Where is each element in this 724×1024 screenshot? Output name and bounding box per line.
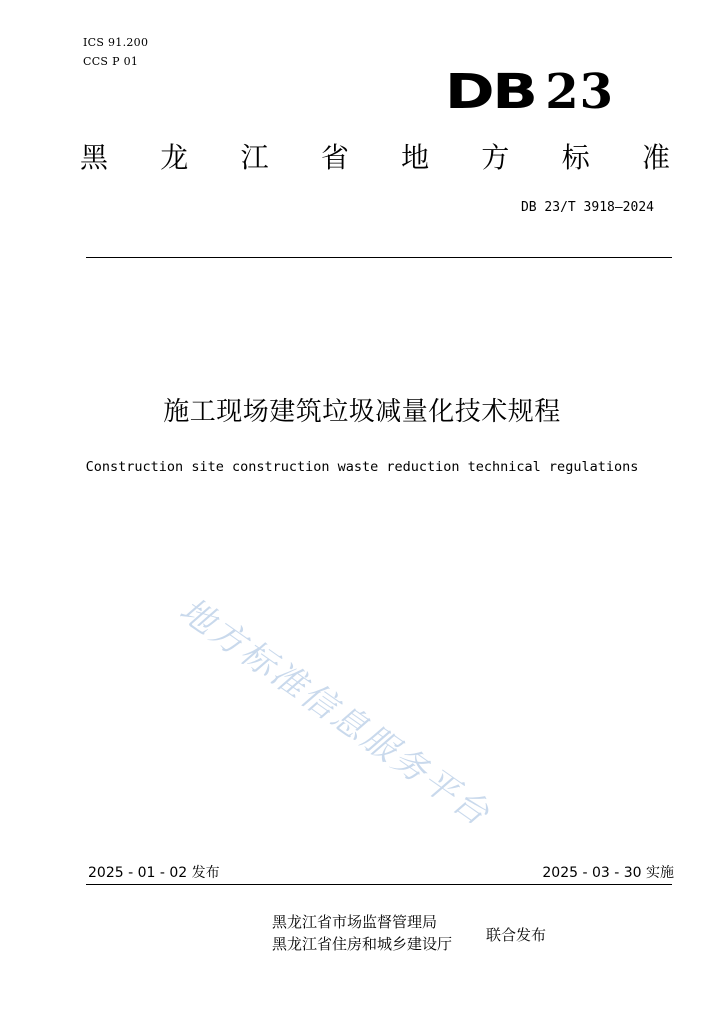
issuing-authorities <box>272 911 452 955</box>
bottom-divider <box>86 884 672 885</box>
standard-type-char: 地 <box>401 141 430 174</box>
logo-number: 23 <box>545 64 614 120</box>
issuer-1: 黑龙江省市场监督管理局 <box>272 913 438 931</box>
standard-type-char: 省 <box>320 141 349 174</box>
ccs-code: CCS P 01 <box>83 55 139 68</box>
standard-type-char: 江 <box>240 141 269 174</box>
logo-letters: DB <box>444 64 536 120</box>
issuer-2: 黑龙江省住房和城乡建设厅 <box>272 935 453 953</box>
implementation-date: 2025 - 03 - 30 实施 <box>542 865 674 881</box>
standard-type-char: 龙 <box>160 141 189 174</box>
db-logo <box>444 64 614 120</box>
standard-type-char: 标 <box>561 141 590 174</box>
document-title-chinese: 施工现场建筑垃圾减量化技术规程 <box>163 397 561 427</box>
document-title-english: Construction site construction waste reduction technical regulations <box>85 459 639 475</box>
standard-type-heading <box>80 140 670 176</box>
joint-issue-label: 联合发布 <box>486 926 547 944</box>
ics-code: ICS 91.200 <box>83 36 149 49</box>
issue-date: 2025 - 01 - 02 发布 <box>88 865 220 881</box>
standard-type-char: 准 <box>641 141 670 174</box>
standard-type-char: 方 <box>481 141 510 174</box>
standard-type-char: 黑 <box>80 141 109 174</box>
standard-number: DB 23/T 3918—2024 <box>520 200 654 215</box>
watermark: 地方标准信息服务平台 <box>172 590 499 835</box>
top-divider <box>86 257 672 258</box>
